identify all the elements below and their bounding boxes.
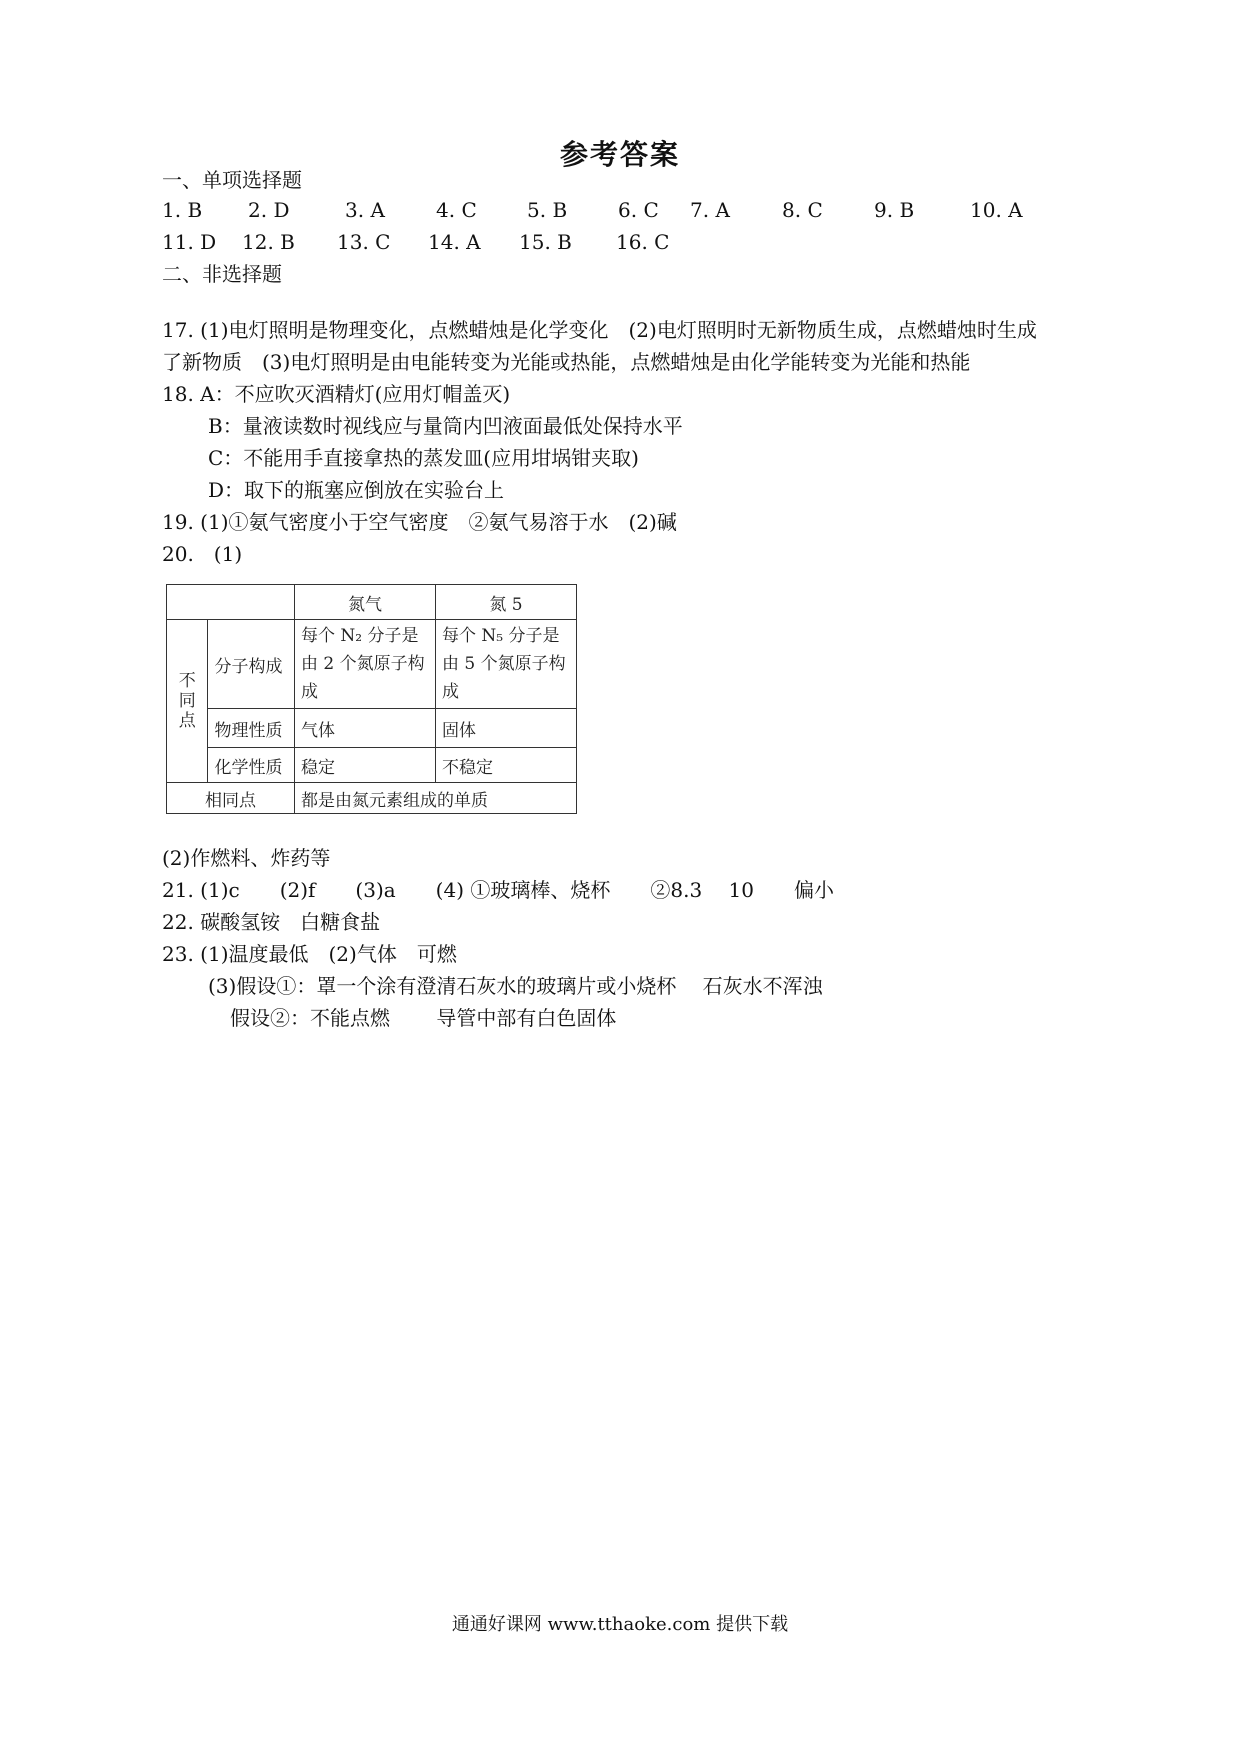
mcq-answer: 11. D: [162, 230, 217, 254]
table-cell-molecule-a: 每个 N₂ 分子是由 2 个氮原子构成: [295, 620, 436, 709]
mcq-answer: 4. C: [436, 198, 477, 222]
table-cell-physical-b: 固体: [436, 709, 577, 748]
answer-22: 22. 碳酸氢铵 白糖食盐: [162, 910, 381, 934]
section-heading-nonchoice: 二、非选择题: [162, 262, 282, 286]
page-title: 参考答案: [559, 138, 680, 171]
table-corner-cell: [167, 585, 295, 620]
mcq-answer: 8. C: [782, 198, 823, 222]
page-footer: 通通好课网 www.tthaoke.com 提供下载: [451, 1614, 789, 1635]
table-cell-chemical-b: 不稳定: [436, 748, 577, 783]
answer-20-part-2: (2)作燃料、炸药等: [162, 846, 331, 870]
answer-23-line-1: 23. (1)温度最低 (2)气体 可燃: [162, 942, 457, 966]
mcq-answer: 10. A: [970, 198, 1023, 222]
section-heading-choice: 一、单项选择题: [162, 168, 302, 192]
answer-17-line-1: 17. (1)电灯照明是物理变化，点燃蜡烛是化学变化 (2)电灯照明时无新物质生成，点燃蜡烛时生成: [162, 318, 1037, 342]
comparison-table: [166, 584, 577, 814]
answer-18-b: B：量液读数时视线应与量筒内凹液面最低处保持水平: [208, 414, 683, 438]
answer-23-line-3: 假设②：不能点燃 导管中部有白色固体: [230, 1006, 617, 1030]
mcq-answer: 13. C: [337, 230, 391, 254]
mcq-answer: 9. B: [874, 198, 915, 222]
mcq-answer: 16. C: [616, 230, 670, 254]
table-rowhead-same: 相同点: [167, 783, 295, 814]
mcq-answer: 15. B: [519, 230, 572, 254]
mcq-answer: 2. D: [248, 198, 290, 222]
answer-17-line-2: 了新物质 (3)电灯照明是由电能转变为光能或热能，点燃蜡烛是由化学能转变为光能和热能: [162, 350, 971, 374]
table-header-nitrogen5: 氮 5: [436, 585, 577, 620]
mcq-answer: 1. B: [162, 198, 203, 222]
mcq-answer: 7. A: [690, 198, 730, 222]
mcq-answer: 14. A: [428, 230, 481, 254]
answer-23-line-2: (3)假设①：罩一个涂有澄清石灰水的玻璃片或小烧杯 石灰水不浑浊: [208, 974, 823, 998]
mcq-answer: 12. B: [242, 230, 295, 254]
table-cell-molecule-b: 每个 N₅ 分子是由 5 个氮原子构成: [436, 620, 577, 709]
answer-21: 21. (1)c (2)f (3)a (4) ①玻璃棒、烧杯 ②8.3 10 偏小: [162, 878, 834, 902]
table-rowhead-chemical: 化学性质: [208, 748, 295, 783]
mcq-answer: 5. B: [527, 198, 568, 222]
table-header-nitrogen: 氮气: [295, 585, 436, 620]
answer-19: 19. (1)①氨气密度小于空气密度 ②氨气易溶于水 (2)碱: [162, 510, 677, 534]
table-side-label-differences: 不同点: [167, 620, 208, 783]
table-cell-same: 都是由氮元素组成的单质: [295, 783, 577, 814]
table-rowhead-molecule: 分子构成: [208, 620, 295, 709]
table-rowhead-physical: 物理性质: [208, 709, 295, 748]
answer-20-label: 20. (1): [162, 542, 243, 566]
table-cell-physical-a: 气体: [295, 709, 436, 748]
mcq-answer: 3. A: [345, 198, 385, 222]
answer-18-a: 18. A：不应吹灭酒精灯(应用灯帽盖灭): [162, 382, 511, 406]
answer-18-c: C：不能用手直接拿热的蒸发皿(应用坩埚钳夹取): [208, 446, 639, 470]
table-cell-chemical-a: 稳定: [295, 748, 436, 783]
mcq-answer: 6. C: [618, 198, 659, 222]
answer-18-d: D：取下的瓶塞应倒放在实验台上: [208, 478, 505, 502]
